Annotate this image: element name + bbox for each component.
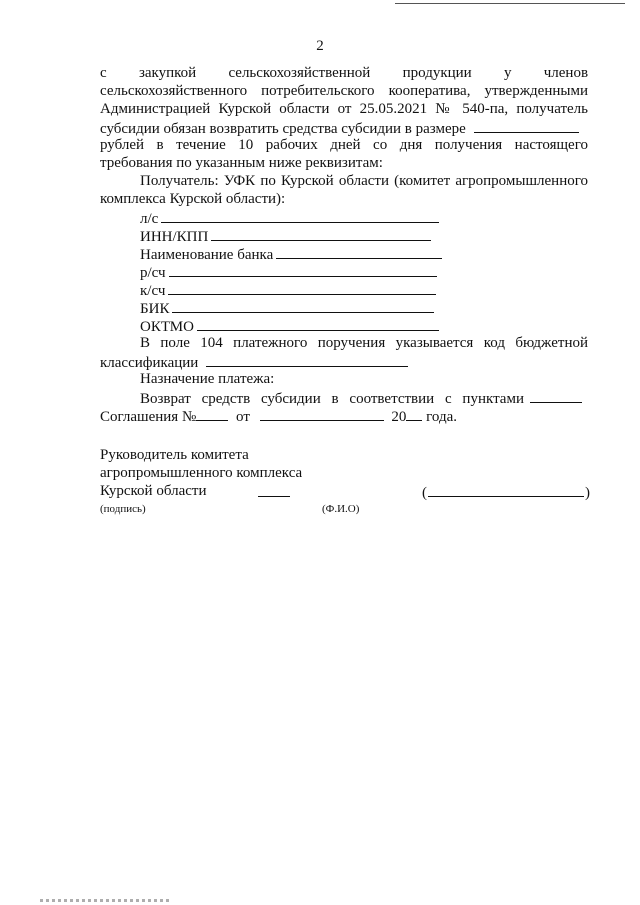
body-line-3: Администрацией Курской области от 25.05.2021 № 540-па, получатель — [100, 101, 588, 117]
year-blank — [406, 406, 422, 421]
purpose-line-1-text: Возврат средств субсидии в соответствии с пунктами — [140, 391, 524, 407]
field-rs — [140, 262, 437, 282]
signature-caption: (подпись) — [100, 503, 146, 515]
field-bik-label: БИК — [140, 301, 170, 317]
field-ks — [140, 280, 436, 300]
signature-blank — [258, 482, 290, 502]
body-line-1 — [100, 64, 588, 83]
kbk-line-2-text: классификации — [100, 355, 199, 371]
word: с — [100, 65, 107, 81]
kbk-blank — [206, 352, 408, 367]
page-number: 2 — [316, 38, 324, 54]
field-bank-label: Наименование банка — [140, 247, 274, 263]
close-paren: ) — [585, 485, 590, 501]
year-suffix: года. — [426, 409, 458, 425]
body-line-5: рублей в течение 10 рабочих дней со дня получения настоящего — [100, 137, 588, 153]
field-inn-label: ИНН/КПП — [140, 229, 209, 245]
signatory-line-1: Руководитель комитета — [100, 447, 249, 463]
field-ks-label: к/сч — [140, 283, 166, 299]
from-label: от — [236, 409, 250, 425]
recipient-line-2: комплекса Курской области): — [100, 191, 286, 207]
field-bank — [140, 244, 442, 264]
field-bik — [140, 298, 434, 318]
body-line-2: сельскохозяйственного потребительского кооператива, утвержденными — [100, 83, 588, 99]
year-prefix: 20 — [391, 409, 407, 425]
field-oktmo-blank — [197, 316, 439, 331]
field-rs-blank — [169, 262, 437, 277]
field-ks-blank — [168, 280, 436, 295]
field-rs-label: р/сч — [140, 265, 166, 281]
signature-line — [258, 482, 290, 497]
signatory-line-3: Курской области — [100, 483, 207, 499]
agreement-label: Соглашения № — [100, 409, 197, 425]
scan-artifact — [40, 899, 170, 902]
field-oktmo — [140, 316, 439, 336]
open-paren: ( — [422, 485, 427, 501]
kbk-line-1: В поле 104 платежного поручения указывается код бюджетной — [140, 335, 588, 351]
word: сельскохозяйственной — [228, 65, 371, 81]
name-line — [428, 482, 584, 497]
body-line-6: требования по указанным ниже реквизитам: — [100, 155, 383, 171]
signatory-line-2: агропромышленного комплекса — [100, 465, 303, 481]
points-blank — [530, 388, 582, 403]
agreement-number-blank — [196, 406, 228, 421]
date-blank — [260, 406, 384, 421]
purpose-label: Назначение платежа: — [140, 371, 275, 387]
body-line-4-text: субсидии обязан возвратить средства субсидии в размере — [100, 121, 466, 137]
field-bank-blank — [276, 244, 442, 259]
field-ls — [140, 208, 439, 228]
field-bik-blank — [172, 298, 434, 313]
field-inn — [140, 226, 431, 246]
name-caption: (Ф.И.О) — [322, 503, 360, 515]
field-oktmo-label: ОКТМО — [140, 319, 194, 335]
purpose-line-2 — [100, 406, 588, 427]
word: закупкой — [138, 65, 197, 81]
top-edge-line — [395, 3, 625, 4]
field-ls-blank — [161, 208, 439, 223]
field-ls-label: л/с — [140, 211, 159, 227]
field-inn-blank — [211, 226, 431, 241]
amount-blank — [474, 118, 579, 133]
word: членов — [543, 65, 589, 81]
recipient-line-1: Получатель: УФК по Курской области (комитет агропромышленного — [140, 173, 588, 189]
word: у — [503, 65, 512, 81]
name-blank — [422, 482, 590, 502]
word: продукции — [402, 65, 472, 81]
